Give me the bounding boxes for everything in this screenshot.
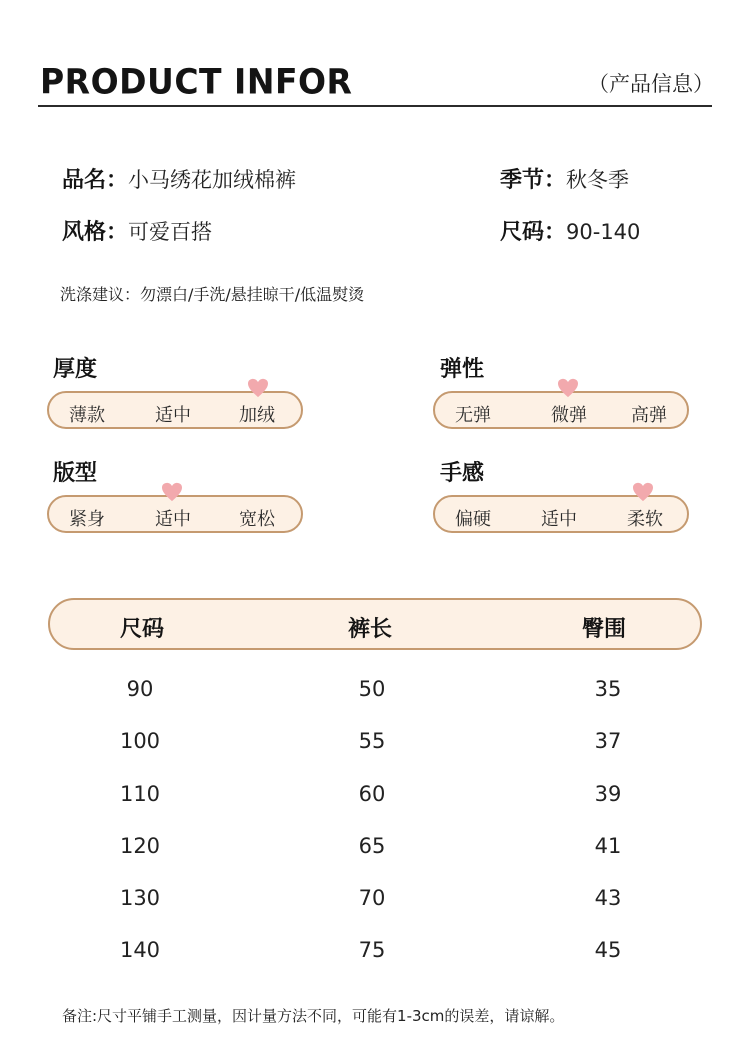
feel-option: 适中 xyxy=(541,509,577,530)
table-row xyxy=(0,782,750,812)
feel-option: 柔软 xyxy=(627,509,663,530)
size-range-value: 90-140 xyxy=(566,220,641,244)
size-range-row xyxy=(500,215,640,246)
elasticity-option: 高弹 xyxy=(631,405,667,426)
product-name-value: 小马绣花加绒棉裤 xyxy=(128,168,297,192)
cell-size: 100 xyxy=(119,729,161,753)
style-label: 风格： xyxy=(62,220,129,245)
cell-hip: 37 xyxy=(594,729,622,753)
thickness-option: 适中 xyxy=(155,405,191,426)
elasticity-option: 微弹 xyxy=(551,405,587,426)
elasticity-option: 无弹 xyxy=(455,405,491,426)
column-header-size: 尺码 xyxy=(120,617,165,642)
heart-icon xyxy=(247,378,269,398)
cell-length: 55 xyxy=(358,729,386,753)
thickness-title: 厚度 xyxy=(53,357,98,382)
care-instructions: 洗涤建议：勿漂白/手洗/悬挂晾干/低温熨烫 xyxy=(60,285,365,304)
style-row xyxy=(62,215,212,246)
cell-length: 75 xyxy=(358,938,386,962)
cell-size: 130 xyxy=(119,886,161,910)
cell-hip: 35 xyxy=(594,677,622,701)
heart-icon xyxy=(632,482,654,502)
cell-length: 50 xyxy=(358,677,386,701)
measurement-note: 备注:尺寸平铺手工测量，因计量方法不同，可能有1-3cm的误差，请谅解。 xyxy=(62,1007,565,1025)
feel-option: 偏硬 xyxy=(455,509,491,530)
fit-option: 紧身 xyxy=(69,509,105,530)
cell-hip: 45 xyxy=(594,938,622,962)
table-row xyxy=(0,938,750,968)
product-name-row xyxy=(62,163,296,194)
thickness-option: 薄款 xyxy=(69,405,105,426)
cell-hip: 43 xyxy=(594,886,622,910)
cell-hip: 39 xyxy=(594,782,622,806)
page-title: PRODUCT INFOR xyxy=(40,61,353,102)
table-row xyxy=(0,886,750,916)
elasticity-title: 弹性 xyxy=(440,357,485,382)
cell-size: 120 xyxy=(119,834,161,858)
fit-option: 宽松 xyxy=(239,509,275,530)
size-range-label: 尺码： xyxy=(500,220,567,245)
size-table-header xyxy=(48,598,702,650)
page-subtitle: （产品信息） xyxy=(588,72,714,96)
cell-size: 90 xyxy=(126,677,154,701)
header-divider xyxy=(38,105,712,107)
style-value: 可爱百搭 xyxy=(128,220,213,244)
cell-length: 70 xyxy=(358,886,386,910)
cell-length: 65 xyxy=(358,834,386,858)
season-row xyxy=(500,163,629,194)
thickness-option: 加绒 xyxy=(239,405,275,426)
cell-length: 60 xyxy=(358,782,386,806)
fit-option: 适中 xyxy=(155,509,191,530)
heart-icon xyxy=(161,482,183,502)
cell-size: 110 xyxy=(119,782,161,806)
fit-title: 版型 xyxy=(53,461,98,486)
table-row xyxy=(0,834,750,864)
feel-title: 手感 xyxy=(440,461,485,486)
heart-icon xyxy=(557,378,579,398)
table-row xyxy=(0,729,750,759)
season-label: 季节： xyxy=(500,168,567,193)
table-row xyxy=(0,677,750,707)
season-value: 秋冬季 xyxy=(566,168,630,192)
cell-size: 140 xyxy=(119,938,161,962)
column-header-length: 裤长 xyxy=(348,617,393,642)
cell-hip: 41 xyxy=(594,834,622,858)
product-name-label: 品名： xyxy=(62,168,129,193)
column-header-hip: 臀围 xyxy=(582,617,627,642)
